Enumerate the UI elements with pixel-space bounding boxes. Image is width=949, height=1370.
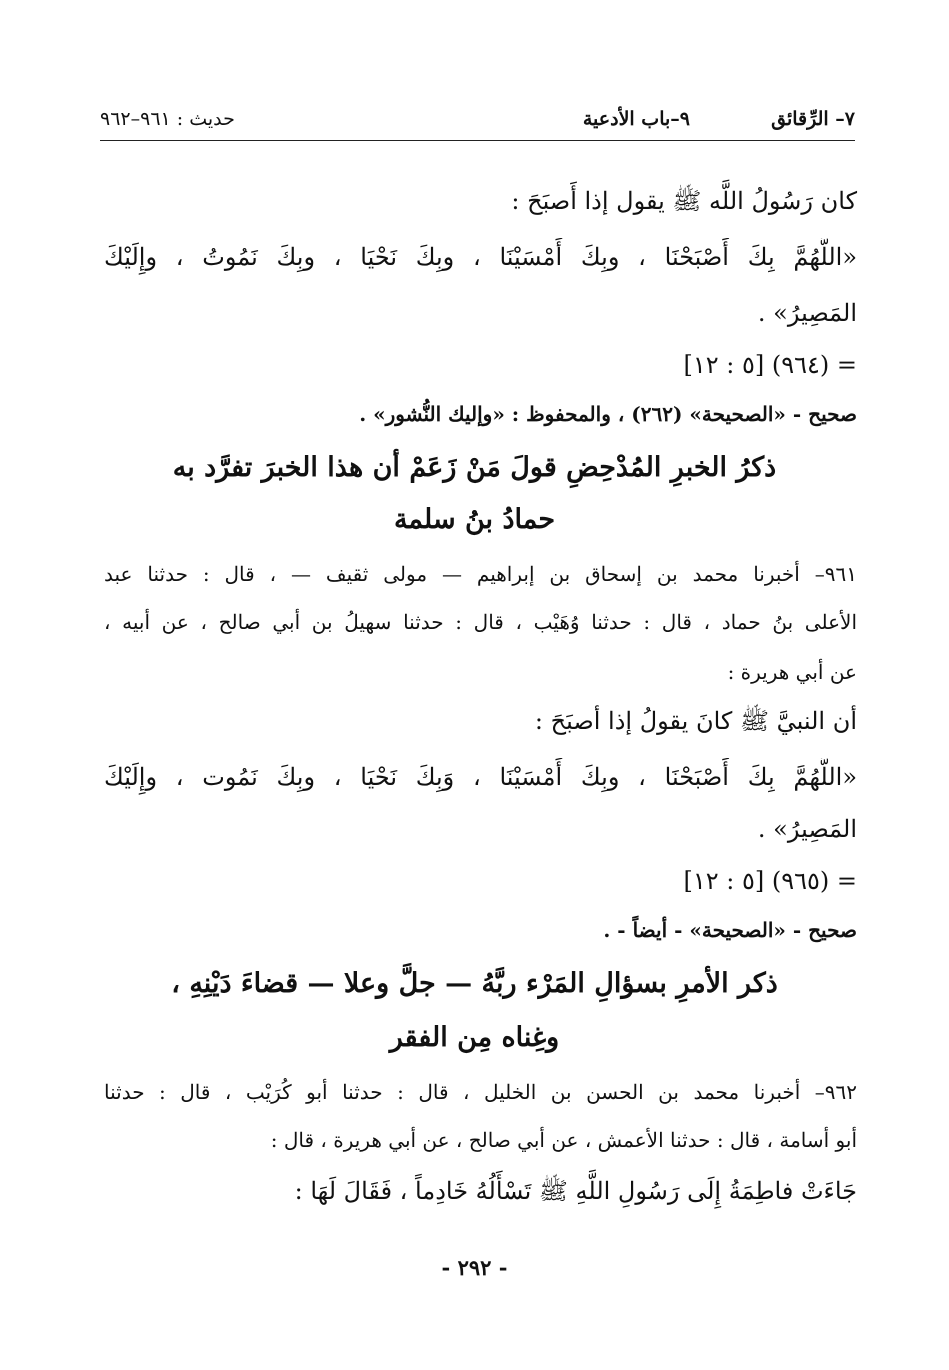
grading-line: صحيح - «الصحيحة» - أيضاً - .: [603, 918, 857, 942]
isnad-line: ٩٦١– أخبرنا محمد بن إسحاق بن إبراهيم — مولى ثقيف — ، قال : حدثنا عبد: [104, 562, 857, 586]
text-line: المَصِيرُ» .: [757, 815, 857, 843]
text-line: كان رَسُولُ اللَّه ﷺ يقول إذا أَصبَحَ :: [511, 187, 857, 215]
isnad-line: الأعلى بنُ حماد ، قال : حدثنا وُهَيْب ، قال : حدثنا سهيلُ بن أبي صالح ، عن أبيه ،: [104, 610, 857, 634]
page-number: - ٢٩٢ -: [441, 1255, 508, 1280]
header-book-title: ٧– الرِّقائق: [771, 108, 855, 130]
header-rule: [100, 140, 855, 141]
reference-line: = (٩٦٤) [٥ : ١٢]: [683, 351, 857, 379]
text-line: «اللَّهُمَّ بِكَ أَصْبَحْنَا ، وبِكَ أَمْسَيْنَا ، وَبِكَ نَحْيَا ، وبِكَ نَمُوت ، وإِلَيْكَ: [104, 763, 857, 791]
text-line: «اللَّهُمَّ بِكَ أَصْبَحْنَا ، وبِكَ أَمْسَيْنَا ، وبِكَ نَحْيَا ، وبِكَ نَمُوتُ ، وإِلَيْكَ: [104, 243, 857, 271]
header-chapter-title: ٩–باب الأدعية: [582, 108, 690, 130]
section-title: ذكر الأمرِ بسؤالِ المَرْء ربَّهُ — جلَّ وعلا — قضاءَ دَيْنِهِ ،: [171, 968, 778, 999]
section-title: ذكرُ الخبرِ المُدْحِضِ قولَ مَنْ زَعَمْ أن هذا الخبرَ تفرَّد به: [172, 452, 777, 483]
text-line: المَصِيرُ» .: [757, 299, 857, 327]
text-line: أن النبيَّ ﷺ كانَ يقولُ إذا أصبَحَ :: [534, 707, 857, 735]
section-title: حمادُ بنُ سلمة: [393, 504, 556, 535]
header-hadith-range: حديث : ٩٦١–٩٦٢: [100, 108, 235, 130]
reference-line: = (٩٦٥) [٥ : ١٢]: [683, 867, 857, 895]
isnad-line: عن أبي هريرة :: [727, 660, 857, 684]
isnad-line: ٩٦٢– أخبرنا محمد بن الحسن بن الخليل ، قال : حدثنا أبو كُرَيْب ، قال : حدثنا: [104, 1080, 857, 1104]
section-title: وغِناه مِن الفقر: [389, 1022, 560, 1053]
running-header: [100, 104, 855, 138]
text-line: جَاءَتْ فاطِمَةُ إِلَى رَسُولِ اللَّهِ ﷺ تَسْأَلُهُ خَادِماً ، فَقَالَ لَهَا :: [294, 1177, 857, 1205]
isnad-line: أبو أسامة ، قال : حدثنا الأعمش ، عن أبي صالح ، عن أبي هريرة ، قال :: [270, 1128, 857, 1152]
grading-line: صحيح - «الصحيحة» (٢٦٢) ، والمحفوظ : «وإليك النُّشور» .: [359, 402, 857, 426]
